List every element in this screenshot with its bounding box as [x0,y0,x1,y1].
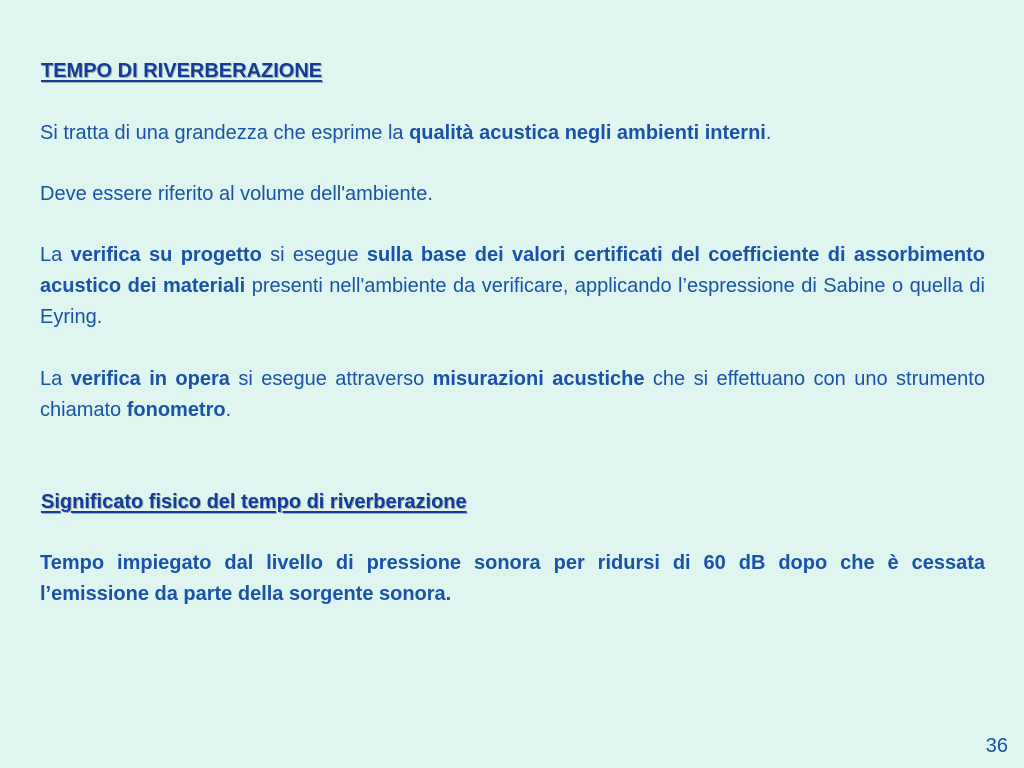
paragraph-onsite-bold-2: misurazioni acustiche [432,368,645,390]
paragraph-volume-text: Deve essere riferito al volume dell'ambiente. [40,183,433,205]
paragraph-onsite-text-1: La [40,368,71,390]
paragraph-quality-text-2: . [765,122,772,144]
paragraph-volume [40,179,985,210]
paragraph-onsite-text-4: . [225,399,232,421]
paragraph-design-bold-2: sulla base dei valori certificati del coefficiente di assorbimento acustico dei materiali [40,244,985,297]
paragraph-quality [40,118,985,149]
paragraph-design-verification [40,240,985,333]
paragraph-onsite-bold-3: fonometro [126,399,226,421]
paragraph-design-text-3: presenti nell'ambiente da verificare, applicando l’espressione di Sabine o quella di Eyring. [40,275,986,328]
section-subtitle: Significato fisico del tempo di riverberazione [41,491,467,513]
paragraph-onsite-bold-1: verifica in opera [70,368,230,390]
paragraph-onsite-text-2: si esegue attraverso [229,368,433,390]
paragraph-design-text-2: si esegue [261,244,367,266]
paragraph-design-bold-1: verifica su progetto [70,244,262,266]
paragraph-onsite-verification [40,364,985,426]
paragraph-design-text-1: La [40,244,71,266]
paragraph-onsite-text-3: che si effettuano con uno strumento chiamato [40,368,985,421]
paragraph-definition-bold: Tempo impiegato dal livello di pressione sonora per ridursi di 60 dB dopo che è cessata l’emissione da parte della sorgente sonora. [40,552,985,605]
paragraph-definition [40,548,985,610]
page-number: 36 [985,735,1008,757]
paragraph-quality-text-1: Si tratta di una grandezza che esprime la [40,122,410,144]
paragraph-quality-bold: qualità acustica negli ambienti interni [409,122,766,144]
slide-title: TEMPO DI RIVERBERAZIONE [41,60,323,82]
